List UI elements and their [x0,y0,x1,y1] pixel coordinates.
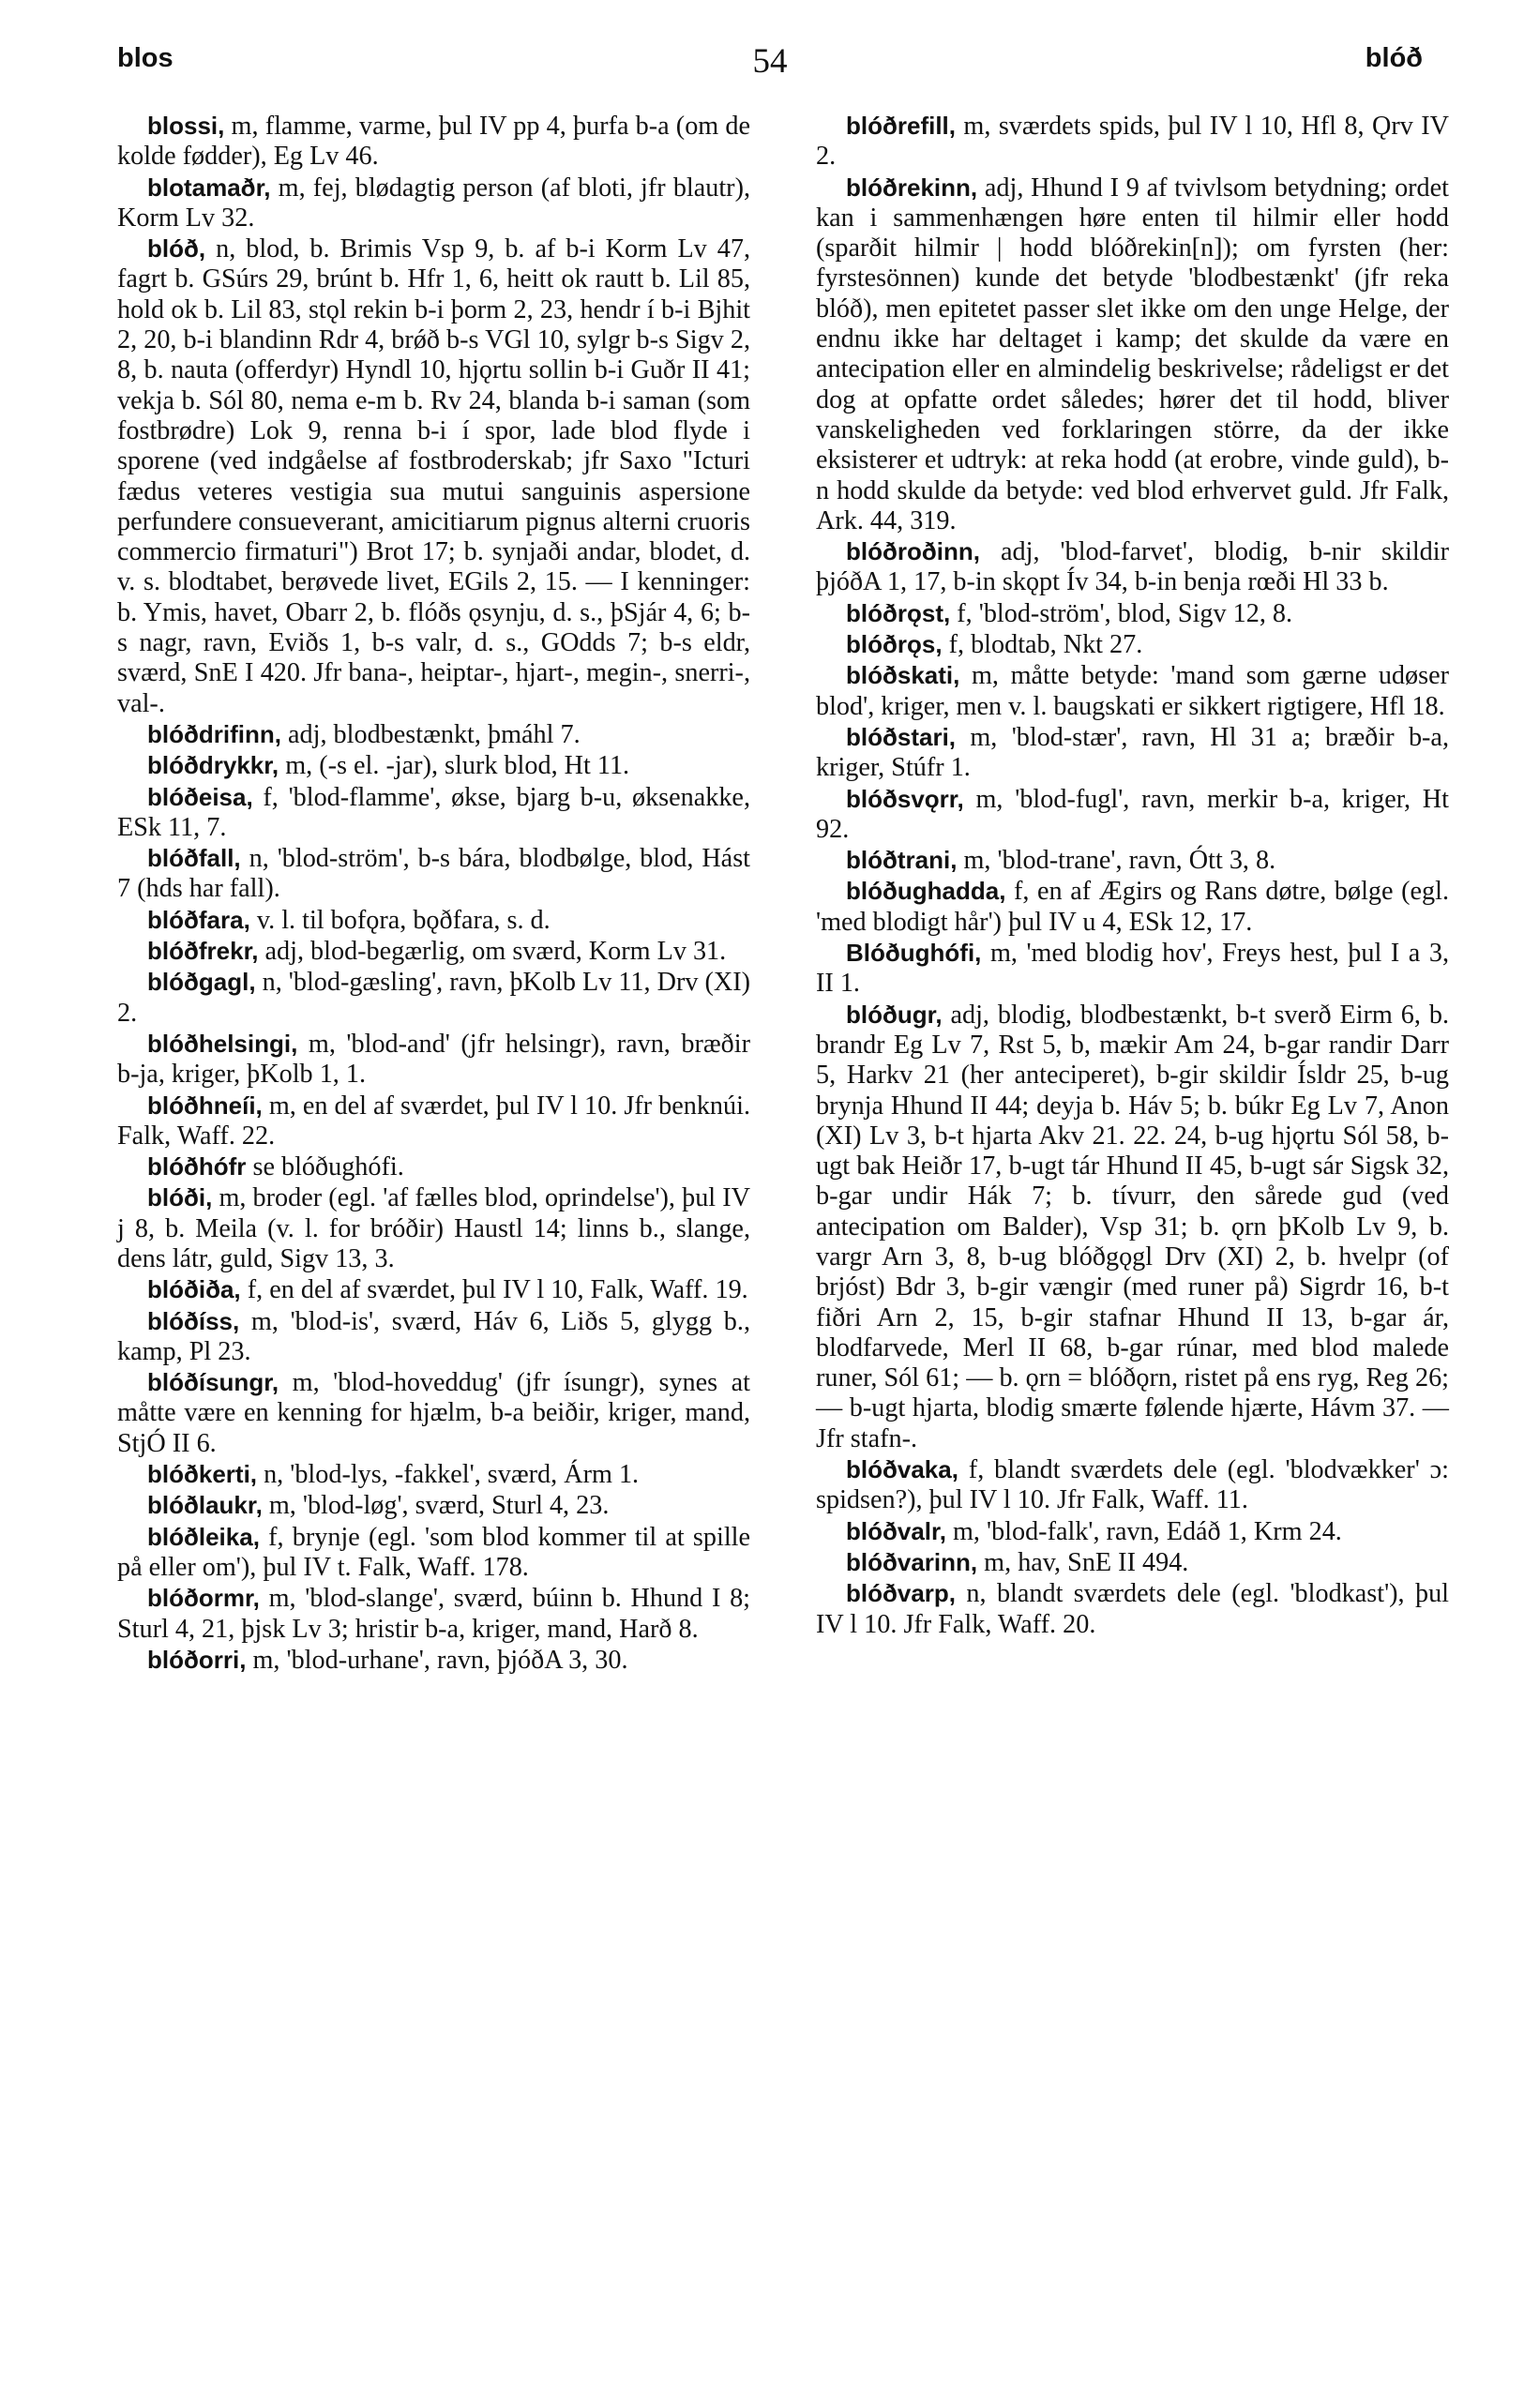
dictionary-entry [117,1091,750,1152]
dictionary-entry [117,1306,750,1368]
entry-definition: adj, blod-begærlig, om sværd, Korm Lv 31. [258,937,727,967]
entry-definition: m, 'blod-løg', sværd, Sturl 4, 23. [262,1491,610,1521]
entry-headword: blóðvaka, [846,1455,958,1484]
right-running-head: blóð [1365,43,1423,73]
dictionary-entry [816,536,1449,598]
entry-headword: blóðiða, [147,1275,241,1304]
entry-headword: blóðdrykkr, [147,751,279,780]
entry-headword: blóðskati, [846,661,960,690]
entry-definition: m, 'blod-and' (jfr helsingr), ravn, bræðir b-ja, kriger, þKolb 1, 1. [117,1029,750,1090]
entry-headword: blóðleika, [147,1522,260,1551]
entry-headword: blóðorri, [147,1645,247,1674]
entry-headword: blóðlaukr, [147,1491,263,1520]
entry-definition: n, blandt sværdets dele (egl. 'blodkast'), þul IV l 10. Jfr Falk, Waff. 20. [816,1579,1449,1639]
entry-headword: blóðhelsingi, [147,1029,298,1058]
dictionary-entry [117,233,750,719]
dictionary-entry [816,1516,1449,1547]
dictionary-entry [117,1522,750,1584]
entry-definition: f, brynje (egl. 'som blod kommer til at spille på eller om'), þul IV t. Falk, Waff. 178. [117,1522,750,1582]
entry-definition: m, 'blod-slange', sværd, búinn b. Hhund I 8; Sturl 4, 21, þjsk Lv 3; hristir b-a, kriger, mand, Harð 8. [117,1584,750,1644]
entry-headword: blóðkerti, [147,1460,258,1489]
dictionary-entry [117,1029,750,1091]
entry-headword: blóðtrani, [846,846,958,875]
entry-definition: m, 'blod-stær', ravn, Hl 31 a; bræðir b-a, kriger, Stúfr 1. [816,722,1449,783]
entry-headword: blóðugr, [846,1000,943,1029]
entry-definition: m, måtte betyde: 'mand som gærne udøser blod', kriger, men v. l. baugskati er sikkert rigtigere, Hfl 18. [816,661,1449,721]
entry-headword: blóð, [147,234,206,263]
entry-headword: blóðhneíi, [147,1091,263,1120]
dictionary-entry [816,1000,1449,1454]
dictionary-entry [117,1459,750,1490]
entry-definition: m, hav, SnE II 494. [977,1547,1189,1577]
dictionary-entry [117,905,750,936]
dictionary-entry [816,938,1449,1000]
entry-definition: n, 'blod-lys, -fakkel', sværd, Árm 1. [257,1460,640,1490]
entry-definition: f, en af Ægirs og Rans døtre, bølge (egl. 'med blodigt hår') þul IV u 4, ESk 12, 17. [816,877,1449,937]
entry-headword: blóðhófr [147,1152,247,1181]
entry-headword: blóðstari, [846,722,957,751]
dictionary-entry [816,660,1449,722]
entry-definition: f, en del af sværdet, þul IV l 10, Falk, Waff. 19. [240,1275,748,1305]
entry-headword: blóðfara, [147,905,250,934]
entry-headword: blóðvalr, [846,1516,946,1545]
entry-definition: m, 'blod-falk', ravn, Edáð 1, Krm 24. [945,1516,1342,1546]
entry-headword: blóðvarp, [846,1579,957,1608]
dictionary-entry [816,598,1449,629]
entry-definition: n, blod, b. Brimis Vsp 9, b. af b-i Korm Lv 47, fagrt b. GSúrs 29, brúnt b. Hfr 1, 6, heitt ok rautt b. Lil 85, hold ok b. Lil 83, stǫl rekin b-i þorm 2, 23, hendr í b-i Bjhit 2, 20, b-i blandinn Rdr 4, brǿð b-s VGl 10, sylgr b-s Sigv 2, 8, b. nauta (offerdyr) Hyndl 10, hjǫrtu sollin b-i Guðr II 41; vekja b. Sól 80, nema e-m b. Rv 24, blanda b-i saman (som fostbrødre) Lok 9, renna b-i í spor, lade blod flyde i sporene (ved indgåelse af fostbroderskab; jfr Saxo "Icturi fædus veteres vestigia sua mutui sanguinis aspersione perfundere consueverant, amicitiarum pignus alterni cruoris commercio firmaturi") Brot 17; b. synjaði andar, blodet, d. v. s. blodtabet, berøvede livet, EGils 2, 15. — I kenninger: b. Ymis, havet, Obarr 2, b. flóðs ǫsynju, d. s., þSjár 4, 6; b-s nagr, ravn, Eviðs 1, b-s valr, d. s., GOdds 7; b-s eldr, sværd, SnE I 420. Jfr bana-, heiptar-, hjart-, megin-, snerri-, val-. [117,234,750,718]
entry-headword: blóðfrekr, [147,937,259,966]
left-running-head: blos [117,43,174,73]
entry-definition: m, 'blod-hoveddug' (jfr ísungr), synes at måtte være en kenning for hjælm, b-a beiðir, kriger, mand, StjÓ II 6. [117,1368,750,1458]
entry-definition: n, 'blod-gæsling', ravn, þKolb Lv 11, Drv (XI) 2. [117,968,750,1028]
entry-headword: blóðfall, [147,844,241,873]
dictionary-entry [816,173,1449,537]
dictionary-entry [117,967,750,1029]
dictionary-entry [117,1583,750,1645]
entry-definition: m, en del af sværdet, þul IV l 10. Jfr benknúi. Falk, Waff. 22. [117,1091,750,1151]
left-column [117,111,750,1676]
entry-headword: blossi, [147,112,225,140]
dictionary-entry [117,719,750,750]
entry-definition: m, 'med blodig hov', Freys hest, þul I a 3, II 1. [816,939,1449,999]
entry-headword: blóðgagl, [147,968,256,997]
dictionary-entry [816,1454,1449,1516]
entry-definition: m, 'blod-is', sværd, Háv 6, Liðs 5, glygg b., kamp, Pl 23. [117,1306,750,1366]
page-number: 54 [752,42,788,81]
dictionary-entry [117,111,750,173]
entry-headword: blóðsvǫrr, [846,784,964,813]
entry-definition: f, blandt sværdets dele (egl. 'blodvækker' ɔ: spidsen?), þul IV l 10. Jfr Falk, Waff. 11. [816,1455,1449,1515]
entry-definition: f, blodtab, Nkt 27. [942,630,1143,660]
dictionary-entry [117,1490,750,1521]
entry-headword: blóðrǫs, [846,630,943,659]
entry-definition: f, 'blod-flamme', økse, bjarg b-u, øksenakke, ESk 11, 7. [117,782,750,842]
entry-definition: m, 'blod-fugl', ravn, merkir b-a, kriger, Ht 92. [816,784,1449,844]
entry-definition: n, 'blod-ström', b-s bára, blodbølge, blod, Hást 7 (hds har fall). [117,844,750,904]
dictionary-entry [816,1578,1449,1640]
dictionary-entry [117,1151,750,1182]
entry-definition: adj, 'blod-farvet', blodig, b-nir skildir þjóðA 1, 17, b-in skǫpt Ív 34, b-in benja rœði Hl 33 b. [816,537,1449,597]
dictionary-entry [117,1274,750,1305]
entry-headword: blóðrekinn, [846,173,978,202]
entry-headword: blóðughadda, [846,877,1006,906]
dictionary-entry [117,173,750,234]
dictionary-entry [816,1547,1449,1578]
entry-headword: Blóðughófi, [846,939,982,968]
dictionary-entry [816,876,1449,938]
entry-headword: blóðrefill, [846,112,956,140]
entry-definition: f, 'blod-ström', blod, Sigv 12, 8. [950,598,1293,628]
entry-headword: blóði, [147,1183,213,1212]
dictionary-entry [117,750,750,781]
page-header [117,38,1423,84]
dictionary-entry [117,843,750,905]
dictionary-entry [816,845,1449,876]
entry-definition: se blóðughófi. [246,1152,404,1182]
dictionary-entry [816,629,1449,660]
dictionary-entry [816,784,1449,846]
entry-definition: adj, blodbestænkt, þmáhl 7. [280,719,581,749]
entry-headword: blóðíss, [147,1306,240,1335]
entry-definition: m, sværdets spids, þul IV l 10, Hfl 8, Ǫrv IV 2. [816,112,1449,172]
right-column [816,111,1449,1640]
entry-headword: blóðroðinn, [846,537,980,566]
entry-headword: blóðeisa, [147,782,253,811]
entry-headword: blóðdrifinn, [147,719,281,748]
entry-headword: blóðísungr, [147,1368,279,1397]
entry-definition: m, 'blod-urhane', ravn, þjóðA 3, 30. [246,1645,628,1675]
entry-definition: m, 'blod-trane', ravn, Ótt 3, 8. [957,846,1276,876]
dictionary-entry [117,1367,750,1459]
entry-definition: m, (-s el. -jar), slurk blod, Ht 11. [279,751,630,781]
entry-headword: blóðvarinn, [846,1547,978,1576]
dictionary-entry [816,111,1449,173]
entry-headword: blotamaðr, [147,173,271,202]
entry-definition: v. l. til bofǫra, bǫðfara, s. d. [249,905,551,935]
dictionary-columns [117,111,1449,2380]
dictionary-entry [117,782,750,844]
entry-definition: adj, Hhund I 9 af tvivlsom betydning; ordet kan i sammenhængen høre enten til hilmir eller hodd (sparðit hilmir | hodd blóðrekin[n]); om fyrsten (her: fyrstesönnen) kunde det betyde 'blodbestænkt' (jfr reka blóð), men epitetet passer slet ikke om den unge Helge, der endnu ikke har deltaget i kamp; det skulde da være en antecipation eller en almindelig beskrivelse; rådeligst er det dog at opfatte ordet således; hører det til hodd, bliver vanskeligheden ved forklaringen större, da der ikke eksisterer et udtryk: at reka hodd (at erobre, vinde guld), b-n hodd skulde da betyde: ved blod erhvervet guld. Jfr Falk, Ark. 44, 319. [816,173,1449,535]
dictionary-entry [816,722,1449,784]
entry-definition: m, flamme, varme, þul IV pp 4, þurfa b-a (om de kolde fødder), Eg Lv 46. [117,112,750,172]
entry-definition: adj, blodig, blodbestænkt, b-t sverð Eirm 6, b. brandr Eg Lv 7, Rst 5, b, mækir Am 24, b-gar randir Darr 5, Harkv 21 (her anteciperet), b-gir skildir Ísldr 25, b-ug brynja Hhund II 44; deyja b. Háv 5; b. búkr Eg Lv 7, Anon (XI) Lv 3, b-t hjarta Akv 21. 22. 24, b-ug hjǫrtu Sól 58, b-ugt bak Heiðr 17, b-ugt tár Hhund II 45, b-ugt sár Sigsk 32, b-gar undir Hák 7; b. tívurr, den sårede gud (ved antecipation om Balder), Vsp 31; b. ǫrn þKolb Lv 9, b. vargr Arn 3, 8, b-ug blóðgǫgl Drv (XI) 2, b. hvelpr (of brjóst) Bdr 3, b-gir vængir (med runer på) Sigrdr 16, b-t fiðri Arn 2, 15, b-gir stafnar Hhund II 13, b-gar ár, blodfarvede, Merl II 68, b-gar rúnar, med blod malede runer, Sól 61; — b. ǫrn = blóðǫrn, ristet på ens ryg, Reg 26; — b-ugt hjarta, blodig smærte følende hjærte, Hávm 37. — Jfr stafn-. [816,1000,1449,1453]
dictionary-entry [117,936,750,967]
dictionary-entry [117,1645,750,1676]
dictionary-entry [117,1182,750,1274]
entry-definition: m, broder (egl. 'af fælles blod, oprindelse'), þul IV j 8, b. Meila (v. l. for bróðir) Haustl 14; linns b., slange, dens látr, guld, Sigv 13, 3. [117,1183,750,1273]
entry-headword: blóðrǫst, [846,598,951,627]
entry-headword: blóðormr, [147,1584,260,1613]
entry-definition: m, fej, blødagtig person (af bloti, jfr blautr), Korm Lv 32. [117,173,750,233]
